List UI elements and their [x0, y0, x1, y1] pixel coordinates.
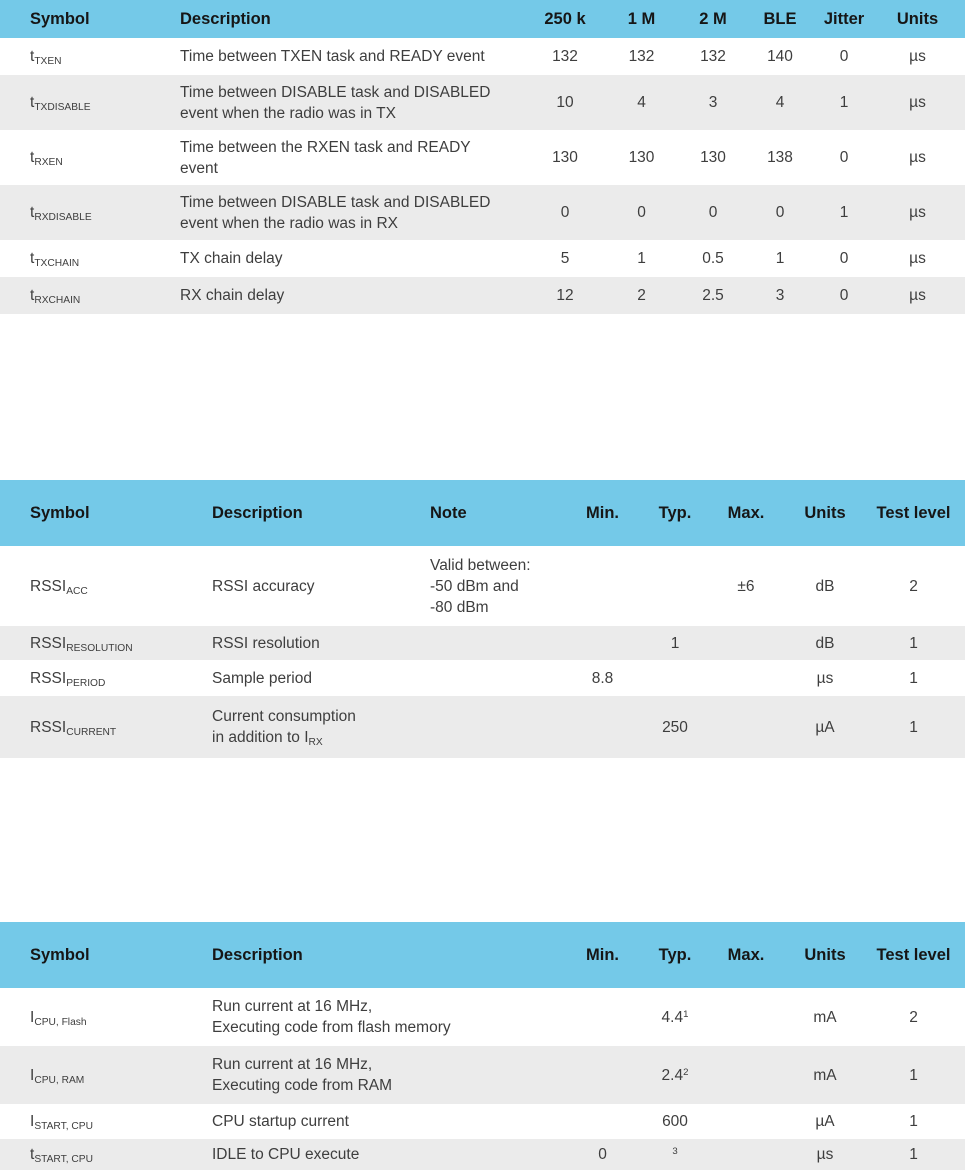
table-row [0, 1046, 965, 1104]
cell-2-m: 0 [678, 185, 748, 240]
cell-note: Valid between: -50 dBm and -80 dBm [430, 556, 531, 616]
cell-jitter: 0 [839, 149, 849, 166]
table-row [0, 660, 965, 696]
cell-symbol: $I_{CPU, RAM}$ [0, 1046, 212, 1104]
cell-typ: 600 [662, 1113, 688, 1130]
cell-typ: $4.4^1$ [661, 1008, 689, 1026]
cell-min [565, 696, 640, 758]
cell-units: µs [909, 48, 926, 65]
cell-test-level: 2 [909, 1008, 918, 1026]
cell-250-k: 132 [552, 48, 578, 65]
cell-symbol: $RSSI_{CURRENT}$ [0, 696, 212, 758]
table-row [0, 546, 965, 626]
table-row [0, 1104, 965, 1139]
cell-250-k: 12 [525, 277, 605, 314]
header-jitter: Jitter [812, 0, 876, 38]
cell-max [710, 626, 782, 660]
cell-2-m: 132 [700, 48, 726, 65]
cpu-current-table [0, 922, 965, 1170]
cell-units: dB [782, 626, 868, 660]
cell-jitter: 0 [839, 250, 849, 267]
cell-min [565, 988, 640, 1046]
cell-description: Time between DISABLE task and DISABLED event when the radio was in TX [180, 75, 525, 130]
cell-1-m: 1 [637, 250, 646, 267]
cell-symbol: $RSSI_{PERIOD}$ [30, 669, 106, 689]
header-description: Description [212, 480, 430, 546]
cell-units: µs [876, 75, 965, 130]
cell-max [710, 1104, 782, 1139]
cell-description: Run current at 16 MHz, Executing code from flash memory [212, 998, 451, 1036]
cell-250-k: 130 [552, 149, 578, 166]
cell-max [710, 1046, 782, 1104]
cell-test-level: 1 [868, 696, 965, 758]
cell-test-level: 1 [868, 1046, 965, 1104]
cell-typ: 3 [640, 1139, 710, 1170]
header-units: Units [782, 480, 868, 546]
cell-units: µA [815, 1113, 835, 1130]
table-row [0, 75, 965, 130]
cell-note [430, 660, 565, 696]
cell-description: RX chain delay [180, 277, 525, 314]
cell-description: TX chain delay [180, 250, 283, 267]
cell-1-m: 130 [628, 149, 655, 166]
cell-min [565, 626, 640, 660]
header-min: Min. [565, 922, 640, 988]
cell-symbol: $t_{RXDISABLE}$ [0, 185, 180, 240]
table-row [0, 988, 965, 1046]
cell-units: µs [876, 185, 965, 240]
cell-symbol: $I_{CPU, Flash}$ [30, 1008, 87, 1028]
cell-description: Sample period [212, 669, 312, 687]
header-typ: Typ. [640, 480, 710, 546]
cell-jitter: 1 [812, 75, 876, 130]
cell-symbol: $t_{TXCHAIN}$ [30, 250, 80, 269]
header-symbol: Symbol [0, 0, 180, 38]
header-typ: Typ. [640, 922, 710, 988]
cell-typ [640, 546, 710, 626]
cell-description: Time between the RXEN task and READY event [180, 138, 471, 177]
cell-typ: 250 [640, 696, 710, 758]
cell-max [710, 1139, 782, 1170]
cell-note [430, 696, 565, 758]
header-description: Description [212, 922, 565, 988]
header-symbol: Symbol [0, 922, 212, 988]
table-row [0, 626, 965, 660]
cell-note [430, 626, 565, 660]
header-test-level: Test level [868, 480, 965, 546]
cell-test-level: 1 [868, 1139, 965, 1170]
cell-1-m: 132 [628, 48, 655, 65]
cell-1-m: 0 [605, 185, 678, 240]
cell-typ: 1 [640, 626, 710, 660]
cell-description: RSSI resolution [212, 626, 430, 660]
cell-jitter: 0 [812, 277, 876, 314]
header-max: Max. [710, 480, 782, 546]
cell-typ: $2.4^2$ [640, 1046, 710, 1104]
cell-max [710, 660, 782, 696]
cell-units: µs [909, 250, 926, 267]
cell-max: ±6 [737, 577, 755, 595]
cell-symbol: $t_{RXEN}$ [30, 149, 63, 168]
cell-symbol: $t_{RXCHAIN}$ [0, 277, 180, 314]
cell-min [565, 1046, 640, 1104]
cell-description: Current consumption in addition to $I_{RX}$ [212, 696, 430, 758]
cell-ble: 140 [767, 48, 793, 65]
cell-ble: 4 [748, 75, 812, 130]
table-row [0, 130, 965, 185]
cell-ble: 0 [748, 185, 812, 240]
header-1-m: 1 M [605, 0, 678, 38]
header-units: Units [782, 922, 868, 988]
cell-1-m: 2 [605, 277, 678, 314]
cell-units: mA [782, 1046, 868, 1104]
cell-units: µA [782, 696, 868, 758]
cell-test-level: 1 [868, 626, 965, 660]
cell-min [565, 546, 640, 626]
cell-ble: 138 [767, 149, 793, 166]
header-note: Note [430, 480, 565, 546]
cell-2-m: 130 [700, 149, 726, 166]
table-row [0, 185, 965, 240]
cell-jitter: 1 [812, 185, 876, 240]
cell-ble: 1 [775, 250, 785, 267]
cell-jitter: 0 [839, 48, 849, 65]
cell-symbol: $I_{START, CPU}$ [30, 1113, 93, 1132]
table-row [0, 38, 965, 75]
header-test-level: Test level [868, 922, 965, 988]
table-row [0, 240, 965, 277]
cell-min [565, 1104, 640, 1139]
rssi-specifications-table [0, 480, 965, 758]
cell-symbol: $RSSI_{RESOLUTION}$ [0, 626, 212, 660]
cell-ble: 3 [748, 277, 812, 314]
cell-symbol: $t_{TXEN}$ [30, 48, 62, 67]
cell-250-k: 5 [560, 250, 570, 267]
cell-2-m: 2.5 [678, 277, 748, 314]
header-250-k: 250 k [525, 0, 605, 38]
cell-2-m: 0.5 [702, 250, 724, 267]
cell-description: Time between DISABLE task and DISABLED event when the radio was in RX [180, 185, 525, 240]
header-ble: BLE [748, 0, 812, 38]
cell-typ [640, 660, 710, 696]
cell-description: IDLE to CPU execute [212, 1139, 565, 1170]
cell-symbol: $t_{TXDISABLE}$ [0, 75, 180, 130]
cell-test-level: 1 [909, 669, 918, 687]
radio-timing-table [0, 0, 965, 314]
table-row [0, 277, 965, 314]
cell-250-k: 10 [525, 75, 605, 130]
cell-description: CPU startup current [212, 1113, 349, 1130]
table-row [0, 1139, 965, 1170]
cell-min: 0 [565, 1139, 640, 1170]
header-max: Max. [710, 922, 782, 988]
cell-min: 8.8 [591, 669, 614, 687]
cell-description: Time between TXEN task and READY event [180, 48, 485, 65]
header-units: Units [876, 0, 965, 38]
cell-symbol: $t_{START, CPU}$ [0, 1139, 212, 1170]
cell-units: µs [909, 149, 926, 166]
cell-symbol: $RSSI_{ACC}$ [30, 577, 88, 597]
cell-description: RSSI accuracy [212, 577, 315, 595]
cell-units: µs [782, 1139, 868, 1170]
cell-1-m: 4 [605, 75, 678, 130]
cell-test-level: 1 [909, 1113, 918, 1130]
cell-description: Run current at 16 MHz, Executing code from RAM [212, 1046, 565, 1104]
cell-units: dB [815, 577, 835, 595]
cell-max [710, 696, 782, 758]
cell-max [710, 988, 782, 1046]
cell-units: µs [816, 669, 834, 687]
header-symbol: Symbol [0, 480, 212, 546]
table-row [0, 696, 965, 758]
header-2-m: 2 M [678, 0, 748, 38]
cell-units: µs [876, 277, 965, 314]
cell-test-level: 2 [909, 577, 918, 595]
header-min: Min. [565, 480, 640, 546]
cell-units: mA [813, 1008, 837, 1026]
cell-2-m: 3 [678, 75, 748, 130]
header-description: Description [180, 0, 525, 38]
cell-250-k: 0 [525, 185, 605, 240]
